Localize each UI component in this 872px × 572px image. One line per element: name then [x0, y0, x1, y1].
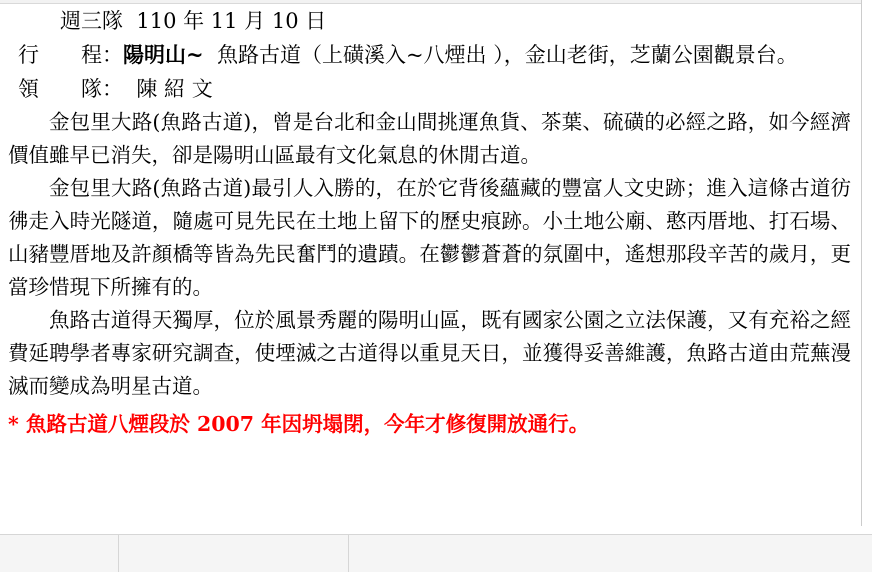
- right-edge-bar: [861, 0, 872, 572]
- document-heading: 週三隊 110 年 11 月 10 日: [60, 9, 327, 33]
- bottom-status-bar: [0, 534, 872, 572]
- paragraph-2: 金包里大路(魚路古道)最引人入勝的，在於它背後蘊藏的豐富人文史跡；進入這條古道彷彿走入時光隧道，隨處可見先民在土地上留下的歷史痕跡。小土地公廟、憨丙厝地、打石場、山豬豐厝地及許顏橋等皆為先民奮鬥的遺蹟。在鬱鬱蒼蒼的氛圍中，遙想那段辛苦的歲月，更當珍惜現下所擁有的。: [8, 176, 851, 299]
- document-body: [0, 4, 861, 532]
- route-line: [0, 38, 861, 72]
- paragraph-1: 金包里大路(魚路古道)，曾是台北和金山間挑運魚貨、茶葉、硫磺的必經之路，如今經濟價值雖早已消失，卻是陽明山區最有文化氣息的休閒古道。: [8, 110, 851, 167]
- status-segment-middle: [118, 535, 349, 572]
- route-detail: 魚路古道（上磺溪入~八煙出 ），金山老街，芝蘭公園觀景台。: [203, 43, 798, 67]
- leader-line: [0, 72, 861, 106]
- paragraph-3: 魚路古道得天獨厚，位於風景秀麗的陽明山區，既有國家公園之立法保護，又有充裕之經費延聘學者專家研究調查，使堙滅之古道得以重見天日，並獲得妥善維護，魚路古道由荒蕪漫滅而變成為明星古道。: [8, 308, 851, 398]
- route-label: 行 程：: [18, 43, 123, 67]
- route-highlight: 陽明山~: [123, 42, 204, 67]
- leader-label: 領 隊：: [18, 77, 123, 101]
- closure-note: * 魚路古道八煙段於 2007 年因坍塌閉，今年才修復開放通行。: [8, 412, 590, 436]
- leader-name: 陳 紹 文: [123, 77, 213, 101]
- page-bottom-gap: [0, 526, 872, 534]
- status-segment-left: [0, 535, 119, 572]
